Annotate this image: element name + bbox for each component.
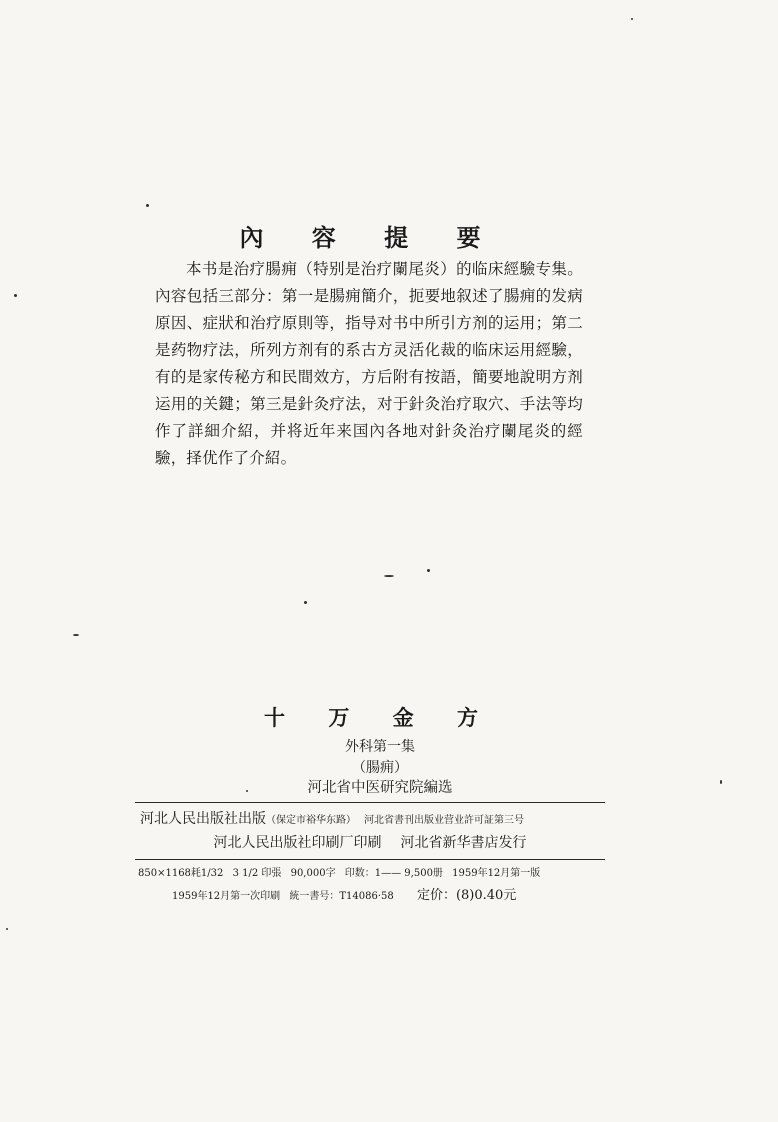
scan-speck [384,575,394,577]
print-run: 印数：1—— 9,500册 [344,868,443,879]
book-subtitle: 外科第一集 [345,739,415,755]
words: 90,000字 [290,868,336,879]
first-printing: 1959年12月第一次印刷 [172,891,281,902]
scan-speck [631,18,633,20]
scan-speck [304,601,307,604]
scan-speck [246,790,248,792]
publisher: 河北人民出版社出版 [140,811,266,827]
sheets: 3 1/2 印張 [232,868,282,879]
printer: 河北人民出版社印刷厂印刷 [213,835,382,851]
scan-speck [720,780,722,784]
first-edition: 1959年12月第一版 [452,868,541,879]
scan-speck [427,569,430,572]
publisher-row [140,808,600,828]
abstract-body: 本书是治疗腸痈（特别是治疗闌尾炎）的临床經驗专集。內容包括三部分：第一是腸痈簡介，扼要地叙述了腸痈的发病原因、症狀和治疗原則等，指导对书中所引方剂的运用；第二是药物疗法，所列方剂有的系古方灵活化裁的临床运用經驗，有的是家传秘方和民間效方，方后附有按語，簡要地說明方剂运用的关鍵；第三是針灸疗法，对于針灸治疗取穴、手法等均作了詳細介紹，并将近年来国內各地对針灸治疗闌尾炎的經驗，择优作了介紹。 [155,260,583,467]
isbn: 統一書号：T14086·58 [289,891,394,902]
date-row [172,884,592,903]
license: 河北省書刊出版业营业許可証第三号 [364,815,524,826]
distributor: 河北省新华書店发行 [400,835,527,851]
abstract-title: 內 容 提 要 [239,224,501,252]
spec-row [138,864,603,879]
price: 定价：(8)0.40元 [416,888,517,903]
scan-speck [73,634,79,636]
book-subtitle-topic: （腸痈） [352,760,408,776]
scan-speck [146,204,149,207]
scan-speck [14,294,17,297]
publisher-address: （保定市裕华东路） [266,815,356,826]
editor-line: 河北省中医研究院編选 [307,780,453,796]
book-title: 十 万 金 方 [264,706,496,730]
scan-speck [6,928,8,930]
colophon-divider-bottom [135,859,605,860]
format: 850×1168耗1/32 [138,868,224,879]
printer-row [140,832,600,852]
colophon-divider-top [135,802,605,803]
